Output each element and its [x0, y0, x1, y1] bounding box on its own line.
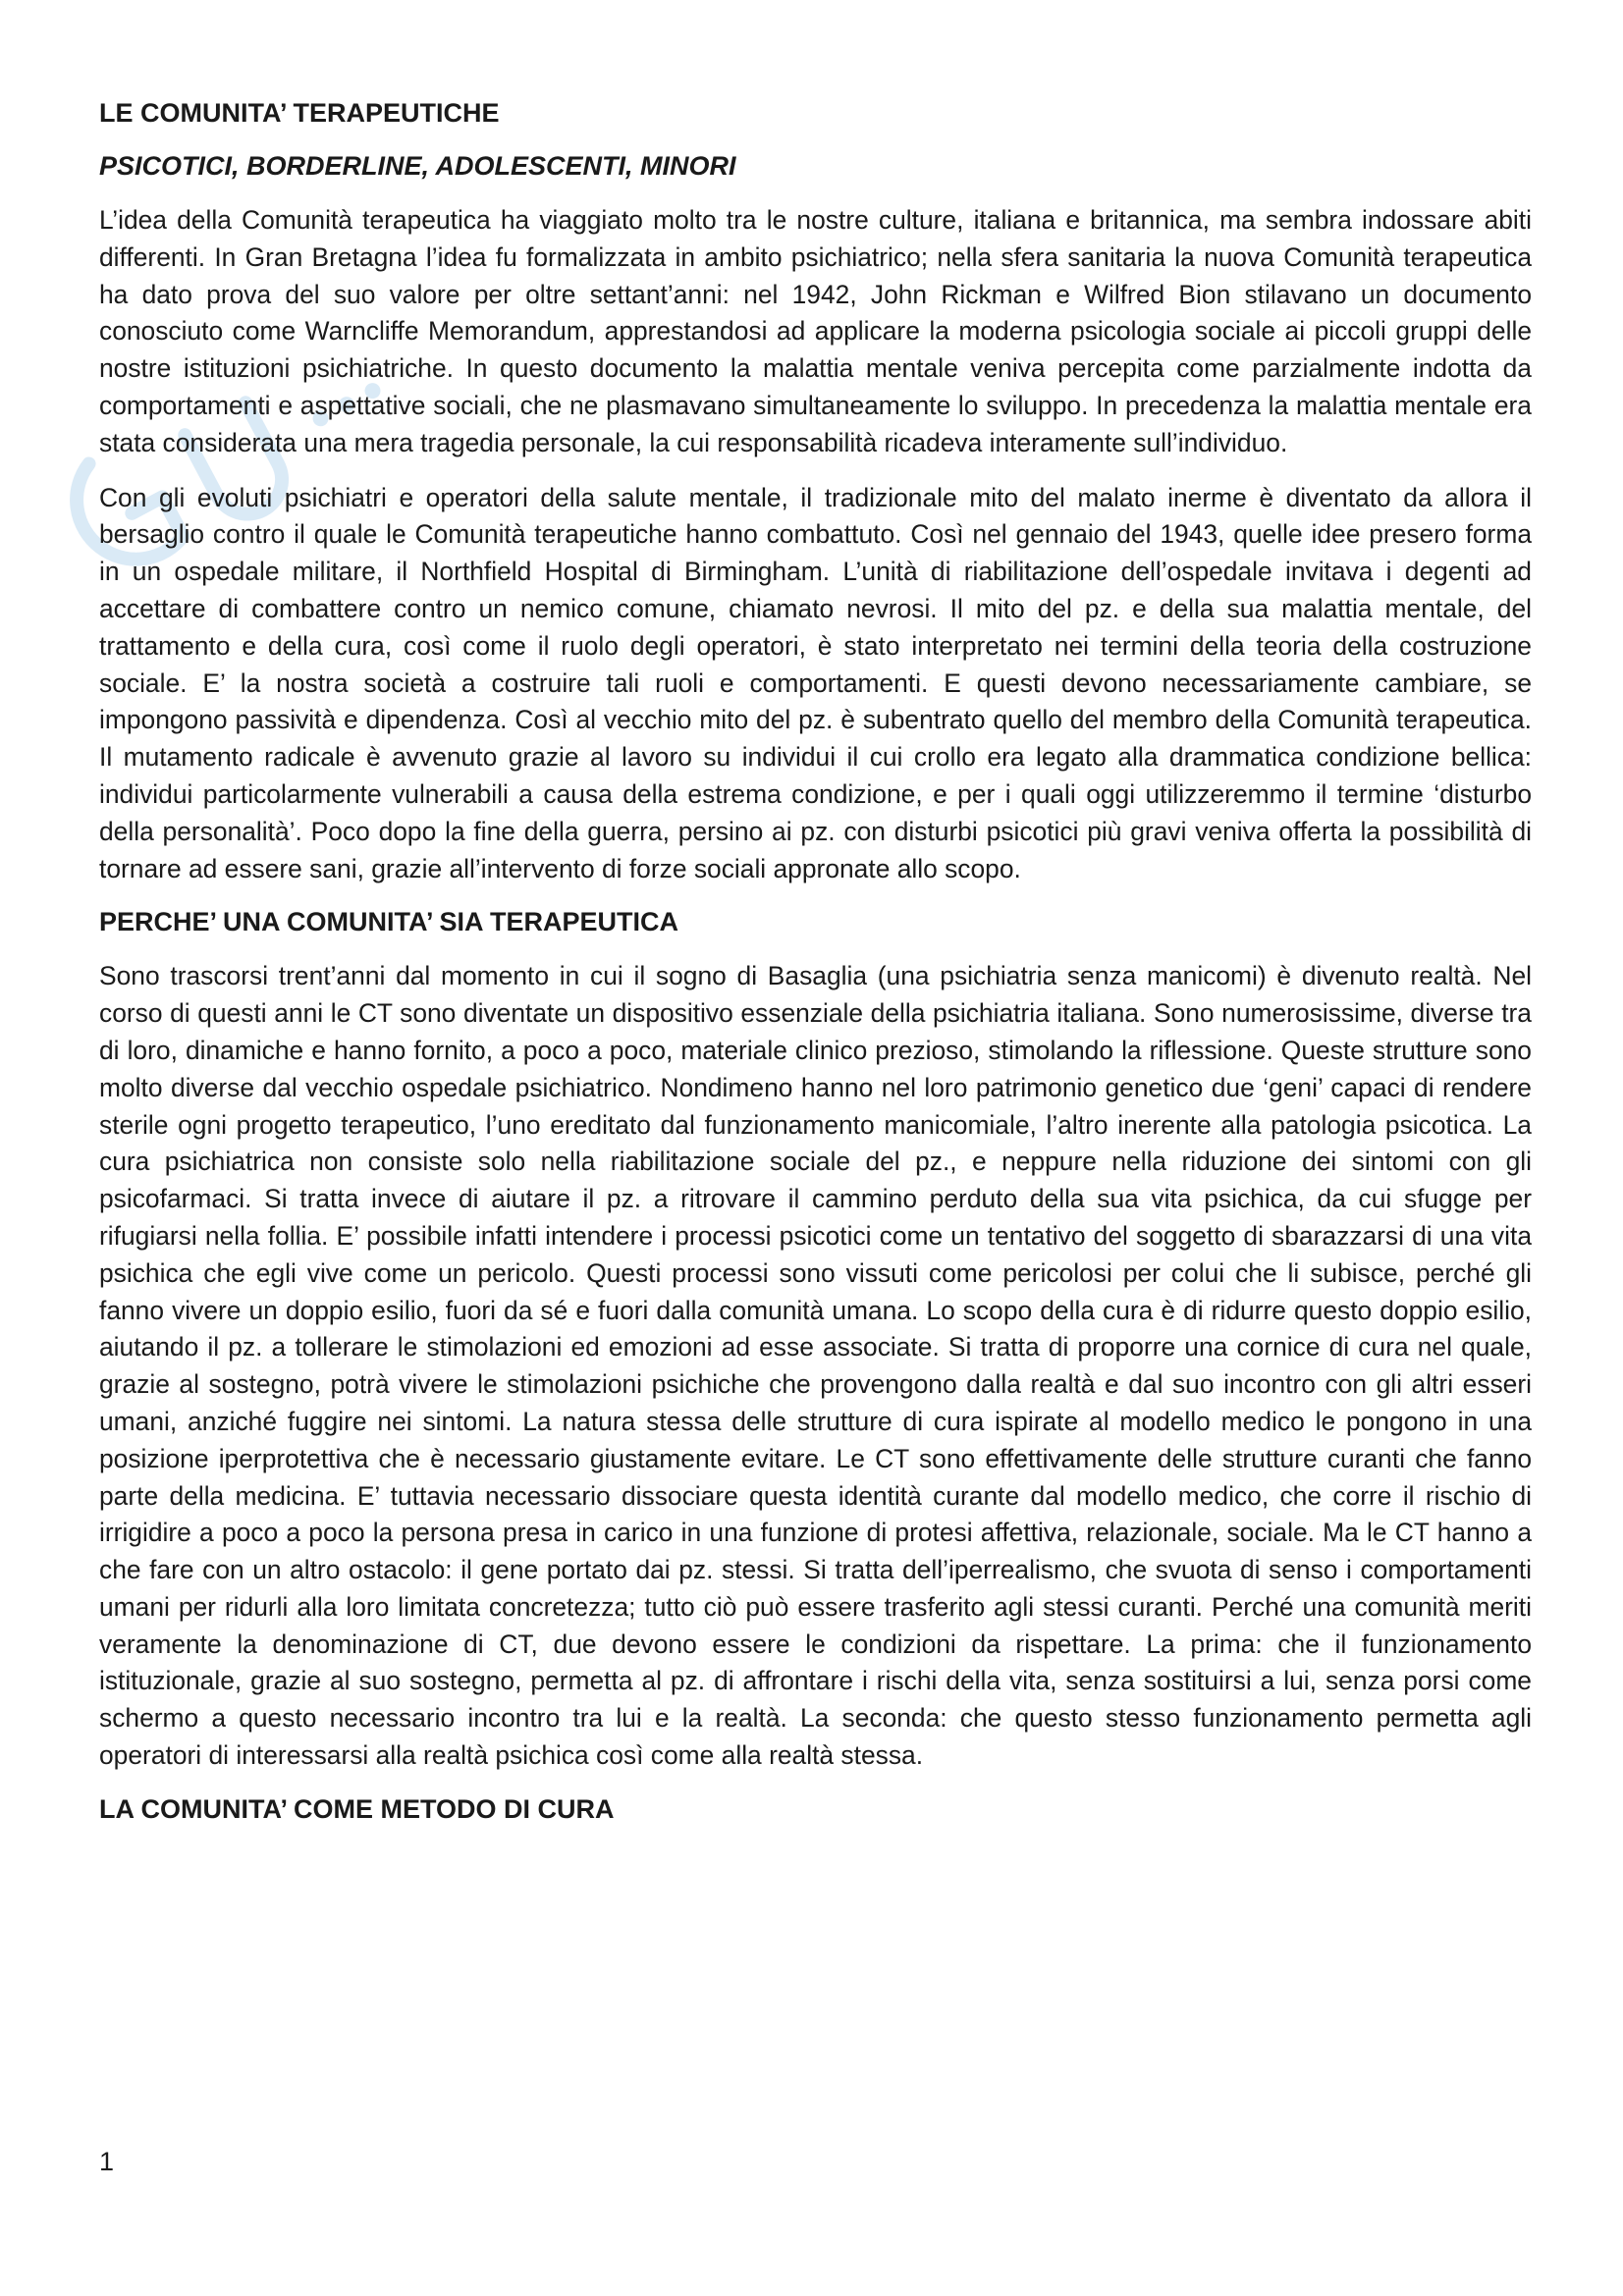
paragraph-history: Con gli evoluti psichiatri e operatori della salute mentale, il tradizionale mito del malato inerme è diventato da allora il bersaglio contro il quale le Comunità terapeutiche hanno combattuto. Così nel gennaio del 1943, quelle idee presero forma in un ospedale militare, il Northfield Hospital di Birmingham. L’unità di riabilitazione dell’ospedale invitava i degenti ad accettare di combattere contro un nemico comune, chiamato nevrosi. Il mito del pz. e della sua malattia mentale, del trattamento e della cura, così come il ruolo degli operatori, è stato interpretato nei termini della teoria della costruzione sociale. E’ la nostra società a costruire tali ruoli e comportamenti. E questi devono necessariamente cambiare, se impongono passività e dipendenza. Così al vecchio mito del pz. è subentrato quello del membro della Comunità terapeutica. Il mutamento radicale è avvenuto grazie al lavoro su individui il cui crollo era legato alla drammatica condizione bellica: individui particolarmente vulnerabili a causa della estrema condizione, e per i quali oggi utilizzeremmo il termine ‘disturbo della personalità’. Poco dopo la fine della guerra, persino ai pz. con disturbi psicotici più gravi veniva offerta la possibilità di tornare ad essere sani, grazie all’intervento di forze sociali appronate allo scopo.	[99, 482, 1532, 883]
section-heading: PERCHE’ UNA COMUNITA’ SIA TERAPEUTICA	[99, 907, 679, 937]
next-section-heading: LA COMUNITA’ COME METODO DI CURA	[99, 1793, 615, 1824]
document-page	[99, 96, 1532, 1845]
document-title: LE COMUNITA’ TERAPEUTICHE	[99, 98, 500, 128]
document-subtitle: PSICOTICI, BORDERLINE, ADOLESCENTI, MINORI	[99, 151, 736, 181]
paragraph-intro: L’idea della Comunità terapeutica ha viaggiato molto tra le nostre culture, italiana e britannica, ma sembra indossare abiti differenti. In Gran Bretagna l’idea fu formalizzata in ambito psichiatrico; nella sfera sanitaria la nuova Comunità terapeutica ha dato prova del suo valore per oltre settant’anni: nel 1942, John Rickman e Wilfred Bion stilavano un documento conosciuto come Warncliffe Memorandum, apprestandosi ad applicare la moderna psicologia sociale ai piccoli gruppi delle nostre istituzioni psichiatriche. In questo documento la malattia mentale veniva percepita come parzialmente indotta da comportamenti e aspettative sociali, che ne plasmavano simultaneamente lo sviluppo. In precedenza la malattia mentale era stata considerata una mera tragedia personale, la cui responsabilità ricadeva interamente sull’individuo.	[99, 205, 1532, 457]
page-number: 1	[99, 2147, 115, 2176]
section-paragraph: Sono trascorsi trent’anni dal momento in cui il sogno di Basaglia (una psichiatria senza manicomi) è divenuto realtà. Nel corso di questi anni le CT sono diventate un dispositivo essenziale della psichiatria italiana. Sono numerosissime, diverse tra di loro, dinamiche e hanno fornito, a poco a poco, materiale clinico prezioso, stimolando la riflessione. Queste strutture sono molto diverse dal vecchio ospedale psichiatrico. Nondimeno hanno nel loro patrimonio genetico due ‘geni’ capaci di rendere sterile ogni progetto terapeutico, l’uno ereditato dal funzionamento manicomiale, l’altro inerente alla patologia psicotica. La cura psichiatrica non consiste solo nella riabilitazione sociale del pz., e neppure nella riduzione dei sintomi con gli psicofarmaci. Si tratta invece di aiutare il pz. a ritrovare il cammino perduto della sua vita psichica, da cui sfugge per rifugiarsi nella follia. E’ possibile infatti intendere i processi psicotici come un tentativo del soggetto di sbarazzarsi di una vita psichica che egli vive come un pericolo. Questi processi sono vissuti come pericolosi per colui che li subisce, perché gli fanno vivere un doppio esilio, fuori da sé e fuori dalla comunità umana. Lo scopo della cura è di ridurre questo doppio esilio, aiutando il pz. a tollerare le stimolazioni ed emozioni ad esse associate. Si tratta di proporre una cornice di cura nel quale, grazie al sostegno, potrà vivere le stimolazioni psichiche che provengono dalla realtà e dal suo incontro con gli altri esseri umani, anziché fuggire nei sintomi. La natura stessa delle strutture di cura ispirate al modello medico le pongono in una posizione iperprotettiva che è necessario giustamente evitare. Le CT sono effettivamente delle strutture curanti che fanno parte della medicina. E’ tuttavia necessario dissociare questa identità curante dal modello medico, che corre il rischio di irrigidire a poco a poco la persona presa in carico in una funzione di protesi affettiva, relazionale, sociale. Ma le CT hanno a che fare con un altro ostacolo: il gene portato dai pz. stessi. Si tratta dell’iperrealismo, che svuota di senso i comportamenti umani per ridurli alla loro limitata concretezza; tutto ciò può essere trasferito agli stessi curanti. Perché una comunità meriti veramente la denominazione di CT, due devono essere le condizioni da rispettare. La prima: che il funzionamento istituzionale, grazie al suo sostegno, permetta al pz. di affrontare i rischi della vita, senza sostituirsi a lui, senza porsi come schermo a questo necessario incontro tra lui e la realtà. La seconda: che questo stesso funzionamento permetta agli operatori di interessarsi alla realtà psichica così come alla realtà stessa.	[99, 961, 1532, 1771]
